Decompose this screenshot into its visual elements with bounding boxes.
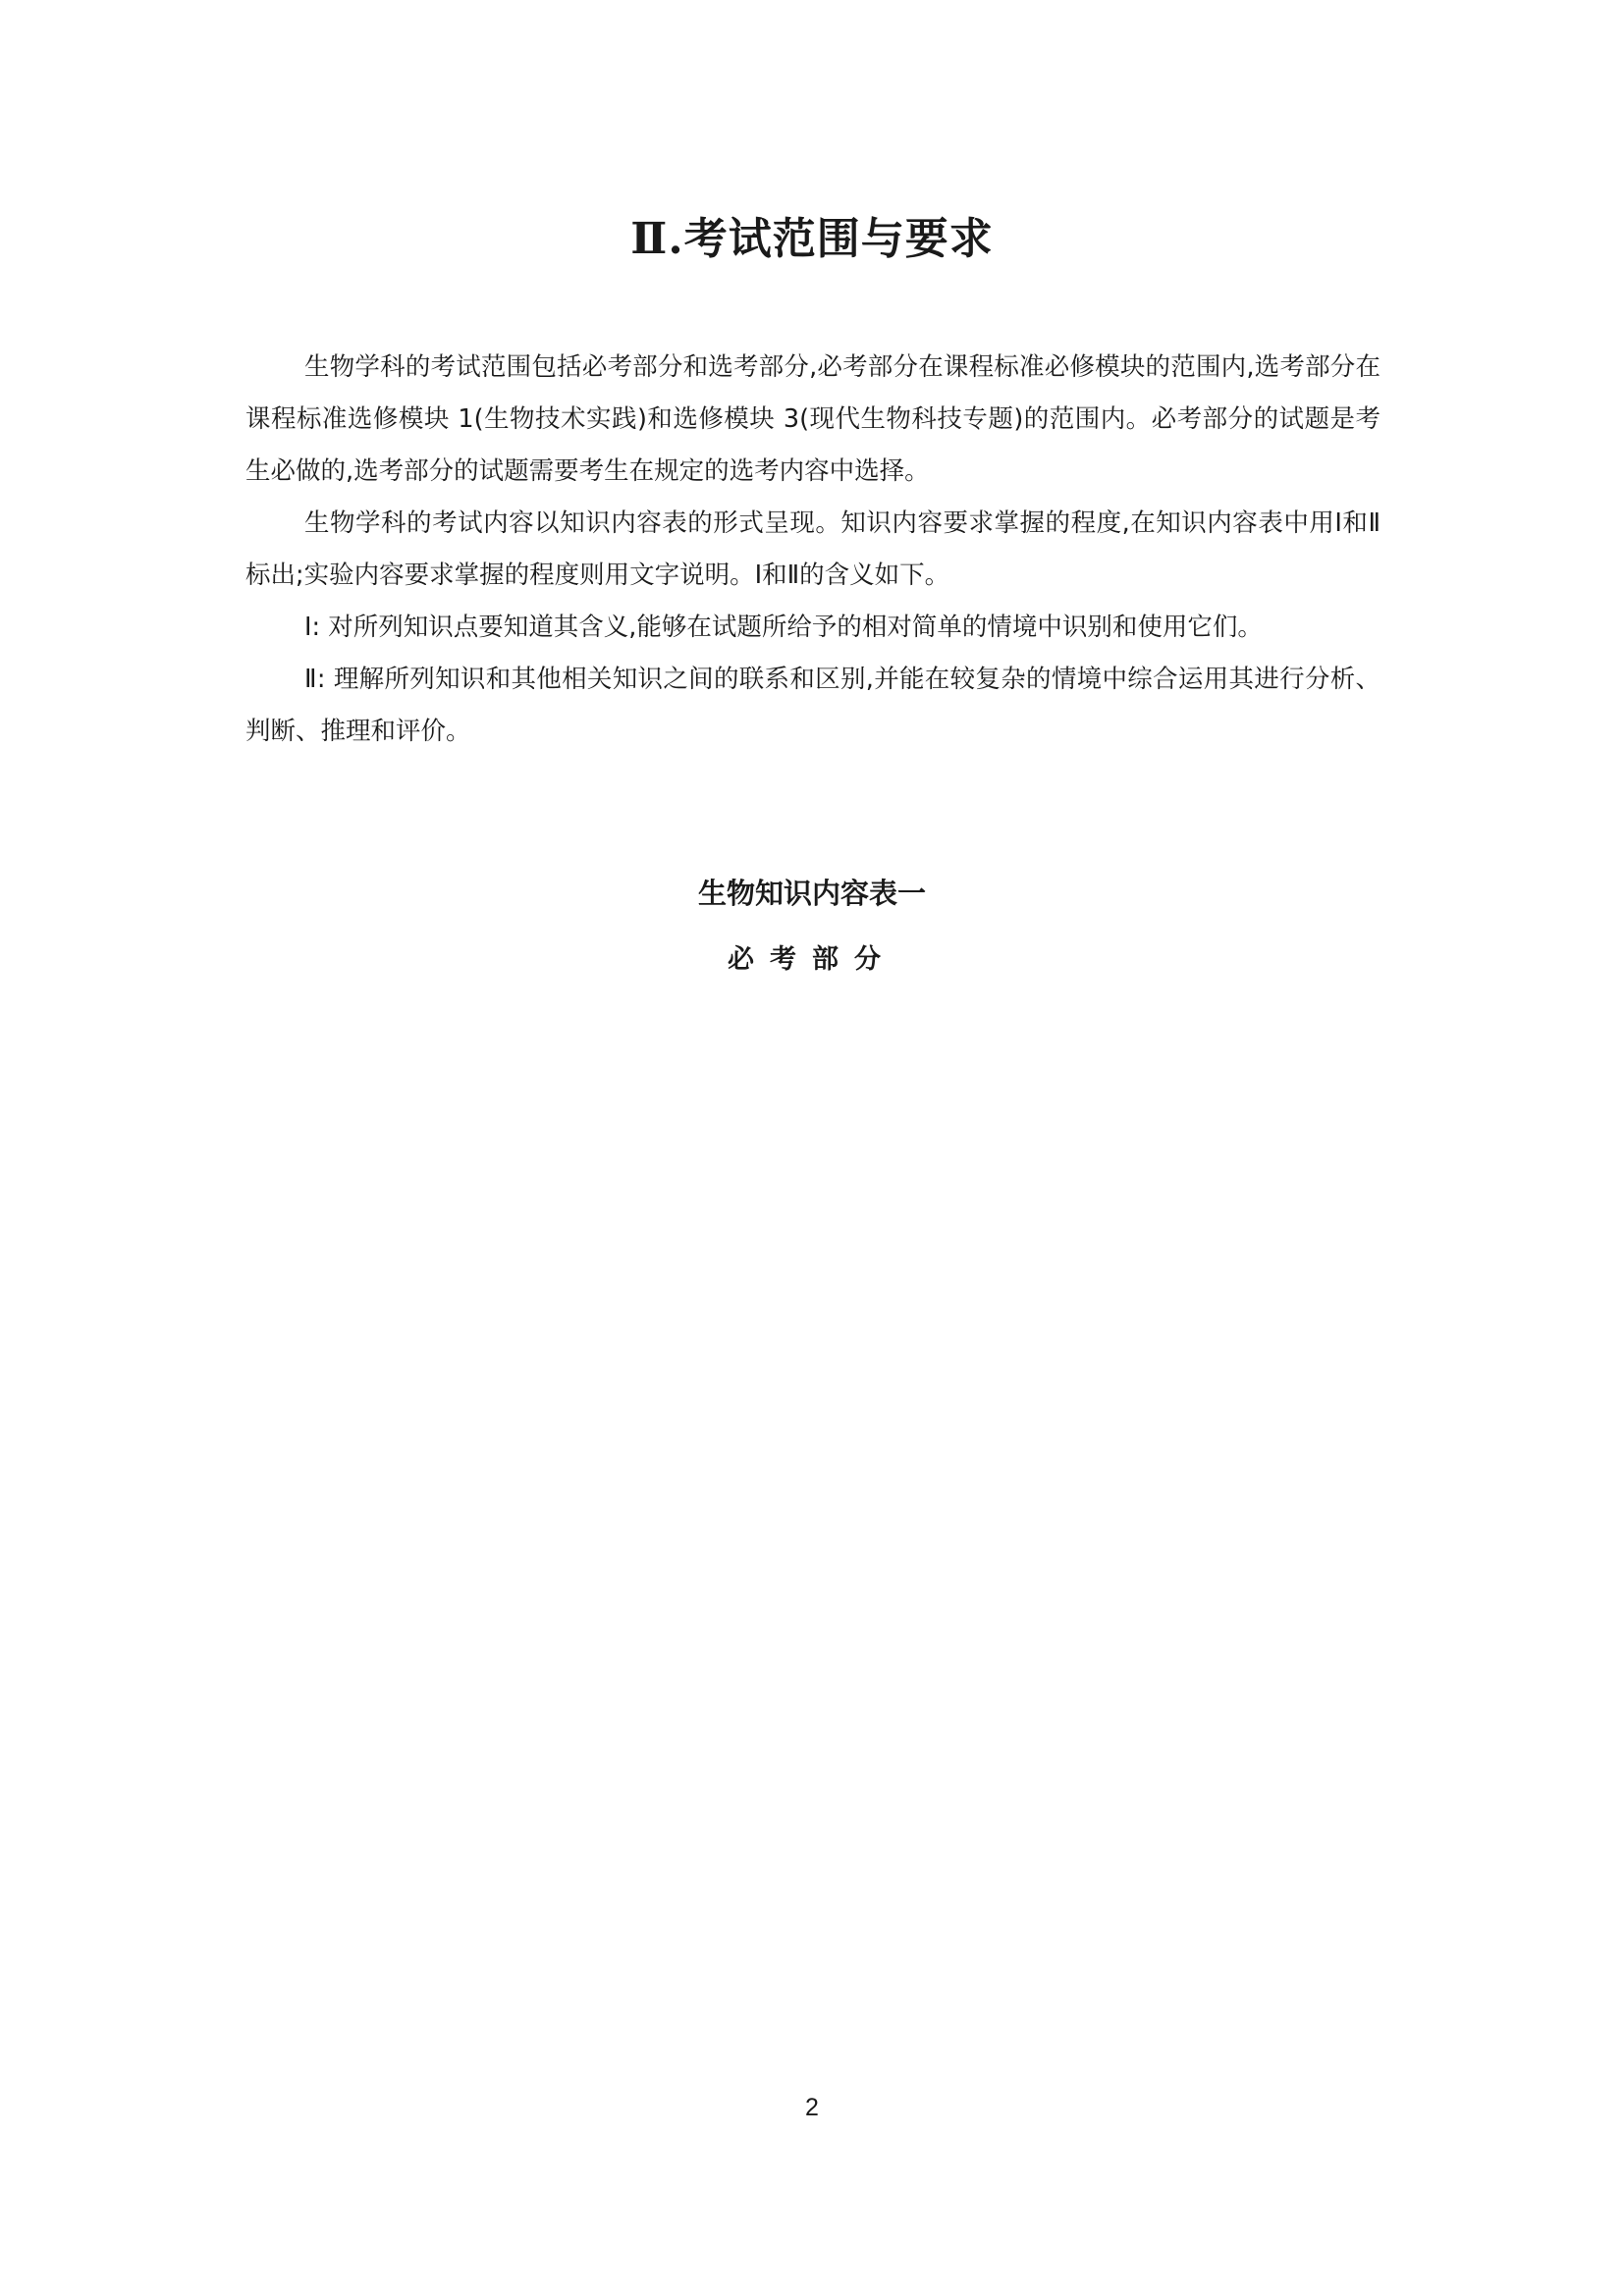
- table-subcaption: 必考部分: [728, 944, 896, 975]
- paragraph-level-two-definition: Ⅱ: 理解所列知识和其他相关知识之间的联系和区别,并能在较复杂的情境中综合运用其进行分析、判断、推理和评价。: [245, 665, 1380, 746]
- paragraph-exam-content: 生物学科的考试内容以知识内容表的形式呈现。知识内容要求掌握的程度,在知识内容表中用Ⅰ和Ⅱ标出;实验内容要求掌握的程度则用文字说明。Ⅰ和Ⅱ的含义如下。: [245, 508, 1380, 590]
- body-text: [245, 342, 1380, 758]
- paragraph-level-one-definition: Ⅰ: 对所列知识点要知道其含义,能够在试题所给予的相对简单的情境中识别和使用它们。: [304, 613, 1263, 642]
- section-heading: Ⅱ.考试范围与要求: [630, 214, 994, 264]
- table-caption: 生物知识内容表一: [697, 877, 926, 910]
- page-number: 2: [805, 2094, 819, 2121]
- paragraph-exam-scope: 生物学科的考试范围包括必考部分和选考部分,必考部分在课程标准必修模块的范围内,选考部分在课程标准选修模块 1(生物技术实践)和选修模块 3(现代生物科技专题)的范围内。必考部分的试题是考生必做的,选考部分的试题需要考生在规定的选考内容中选择。: [245, 352, 1380, 486]
